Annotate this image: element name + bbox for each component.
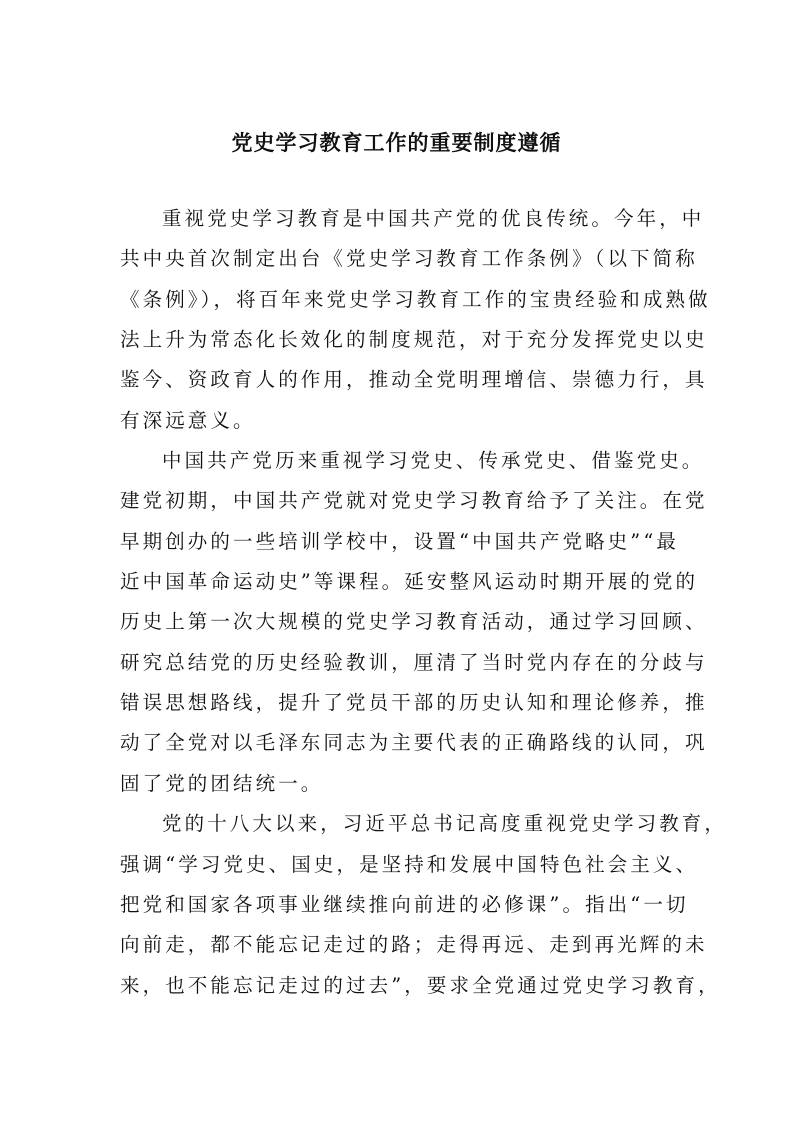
paragraph-2-line-6: 研究总结党的历史经验教训，厘清了当时党内存在的分歧与 <box>120 650 708 674</box>
document-title: 党史学习教育工作的重要制度遵循 <box>231 130 562 155</box>
paragraph-2-line-8: 动了全党对以毛泽东同志为主要代表的正确路线的认同，巩 <box>120 731 708 755</box>
paragraph-3-line-4: 向前走，都不能忘记走过的路；走得再远、走到再光辉的未 <box>120 933 708 957</box>
paragraph-2-line-7: 错误思想路线，提升了党员干部的历史认知和理论修养，推 <box>120 691 708 715</box>
paragraph-1-line-2: 共中央首次制定出台《党史学习教育工作条例》（以下简称 <box>120 247 698 271</box>
paragraph-3-line-3: 把党和国家各项事业继续推向前进的必修课”。指出“一切 <box>120 892 689 916</box>
paragraph-1-line-6: 有深远意义。 <box>120 408 256 432</box>
paragraph-2-line-3: 早期创办的一些培训学校中，设置“中国共产党略史”“最 <box>120 529 680 553</box>
paragraph-2-line-4: 近中国革命运动史”等课程。延安整风运动时期开展的党的 <box>120 570 699 594</box>
document-body <box>120 199 728 1006</box>
paragraph-2-line-1: 中国共产党历来重视学习党史、传承党史、借鉴党史。 <box>162 449 705 473</box>
paragraph-1-line-1: 重视党史学习教育是中国共产党的优良传统。今年，中 <box>162 207 705 230</box>
paragraph-1-line-5: 鉴今、资政育人的作用，推动全党明理增信、崇德力行，具 <box>120 368 708 392</box>
paragraph-1-line-4: 法上升为常态化长效化的制度规范，对于充分发挥党史以史 <box>120 328 708 352</box>
paragraph-3-line-5: 来，也不能忘记走过的过去”，要求全党通过党史学习教育， <box>120 973 721 997</box>
paragraph-3-line-2: 强调“学习党史、国史，是坚持和发展中国特色社会主义、 <box>120 852 699 876</box>
paragraph-2-line-2: 建党初期，中国共产党就对党史学习教育给予了关注。在党 <box>120 489 708 513</box>
paragraph-2-line-5: 历史上第一次大规模的党史学习教育活动，通过学习回顾、 <box>120 610 708 634</box>
paragraph-2-line-9: 固了党的团结统一。 <box>120 771 324 795</box>
paragraph-1-line-3: 《条例》），将百年来党史学习教育工作的宝贵经验和成熟做 <box>120 287 711 311</box>
paragraph-3-line-1: 党的十八大以来，习近平总书记高度重视党史学习教育， <box>162 812 728 836</box>
